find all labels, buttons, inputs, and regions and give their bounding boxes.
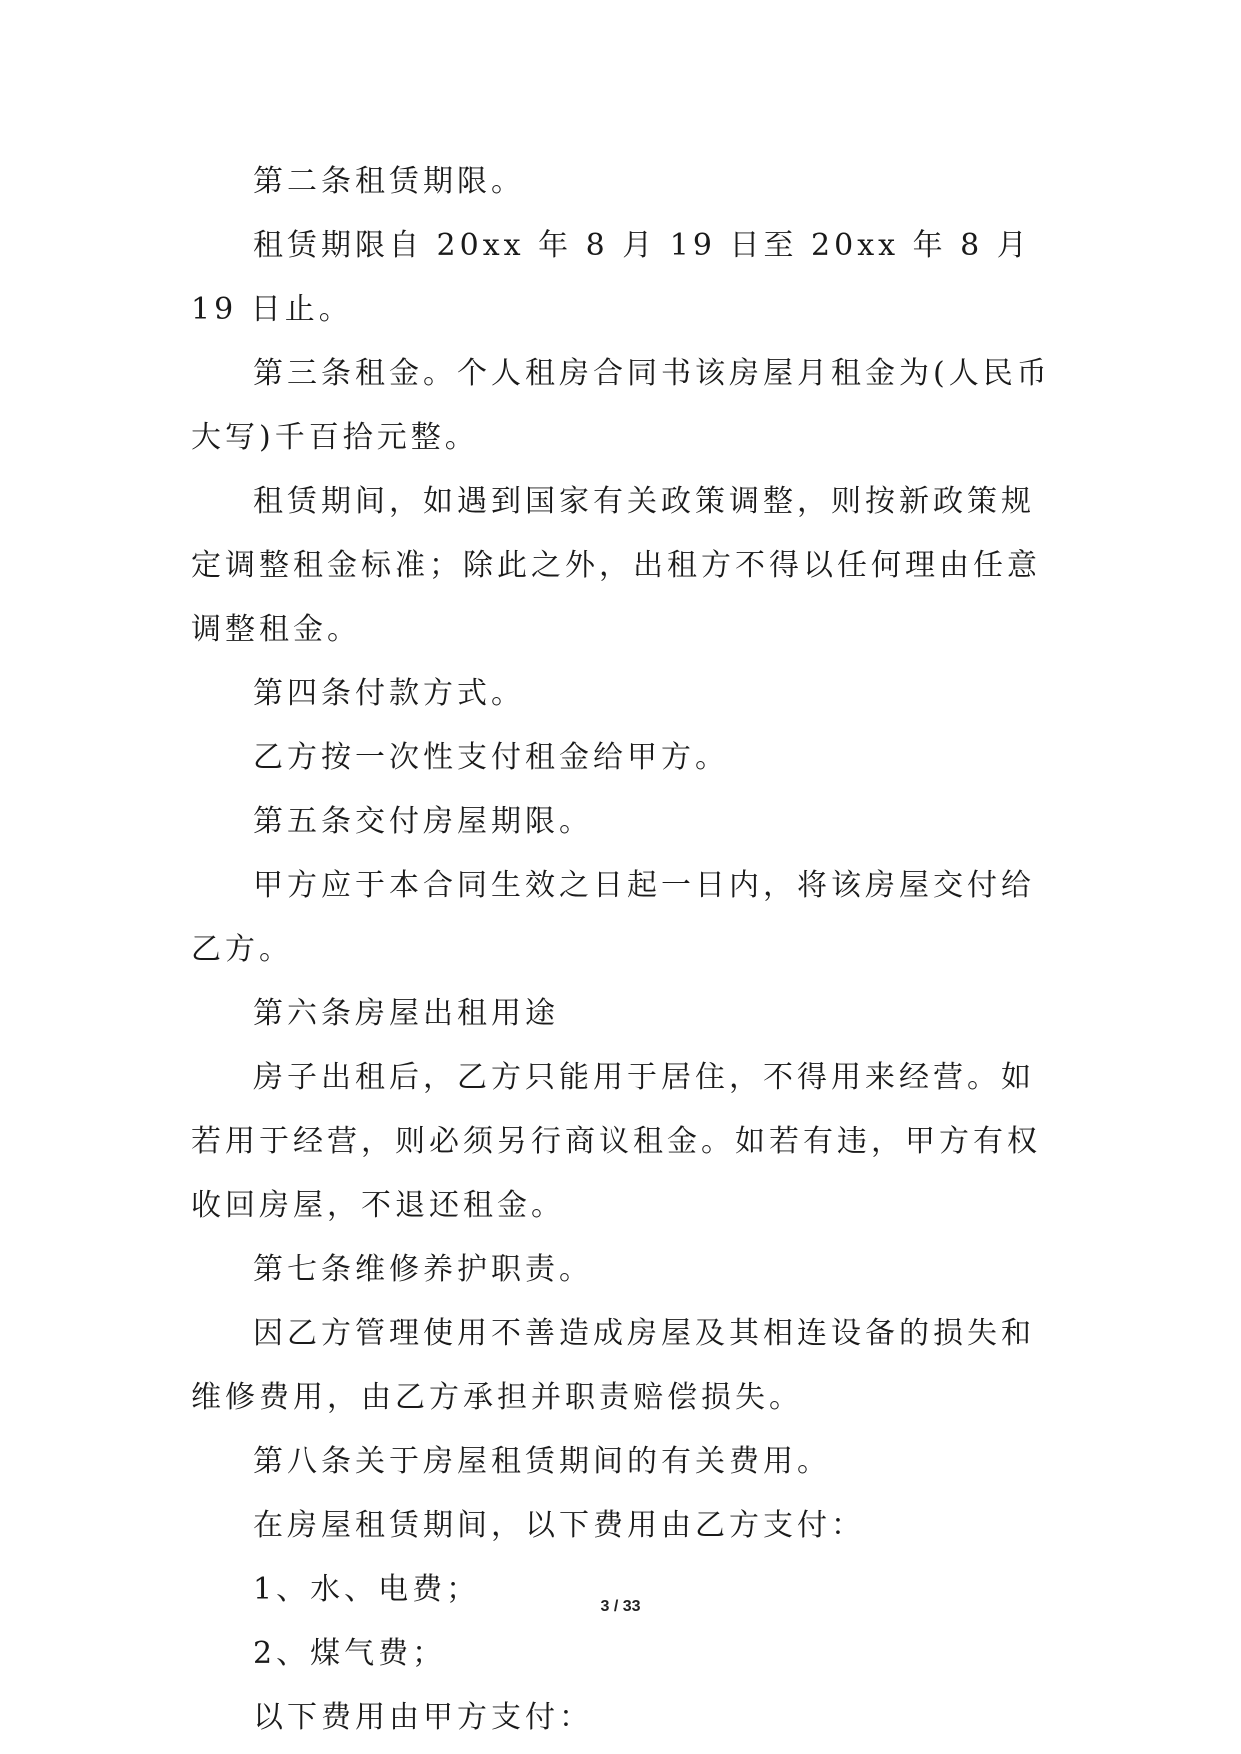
paragraph: 因乙方管理使用不善造成房屋及其相连设备的损失和维修费用，由乙方承担并职责赔偿损失。 bbox=[191, 1316, 1035, 1415]
paragraph: 第三条租金。个人租房合同书该房屋月租金为(人民币大写)千百拾元整。 bbox=[191, 356, 1051, 455]
document-body bbox=[191, 150, 1061, 1750]
paragraph: 第六条房屋出租用途 bbox=[253, 996, 559, 1031]
paragraph: 乙方按一次性支付租金给甲方。 bbox=[253, 740, 729, 775]
paragraph: 甲方应于本合同生效之日起一日内，将该房屋交付给乙方。 bbox=[191, 868, 1035, 967]
paragraph: 第四条付款方式。 bbox=[253, 676, 525, 711]
paragraph: 第二条租赁期限。 bbox=[253, 164, 525, 199]
paragraph: 租赁期间，如遇到国家有关政策调整，则按新政策规定调整租金标准；除此之外，出租方不得以任何理由任意调整租金。 bbox=[191, 484, 1041, 647]
paragraph: 1、水、电费； bbox=[253, 1572, 481, 1607]
paragraph: 以下费用由甲方支付： bbox=[253, 1700, 593, 1735]
paragraph: 在房屋租赁期间，以下费用由乙方支付： bbox=[253, 1508, 865, 1543]
paragraph: 2、煤气费； bbox=[253, 1636, 447, 1671]
paragraph: 房子出租后，乙方只能用于居住，不得用来经营。如若用于经营，则必须另行商议租金。如若有违，甲方有权收回房屋，不退还租金。 bbox=[191, 1060, 1041, 1223]
page-number: 3 / 33 bbox=[600, 1598, 641, 1615]
paragraph: 第七条维修养护职责。 bbox=[253, 1252, 593, 1287]
paragraph: 租赁期限自 20xx 年 8 月 19 日至 20xx 年 8 月 19 日止。 bbox=[191, 228, 1031, 327]
paragraph: 第五条交付房屋期限。 bbox=[253, 804, 593, 839]
paragraph: 第八条关于房屋租赁期间的有关费用。 bbox=[253, 1444, 831, 1479]
